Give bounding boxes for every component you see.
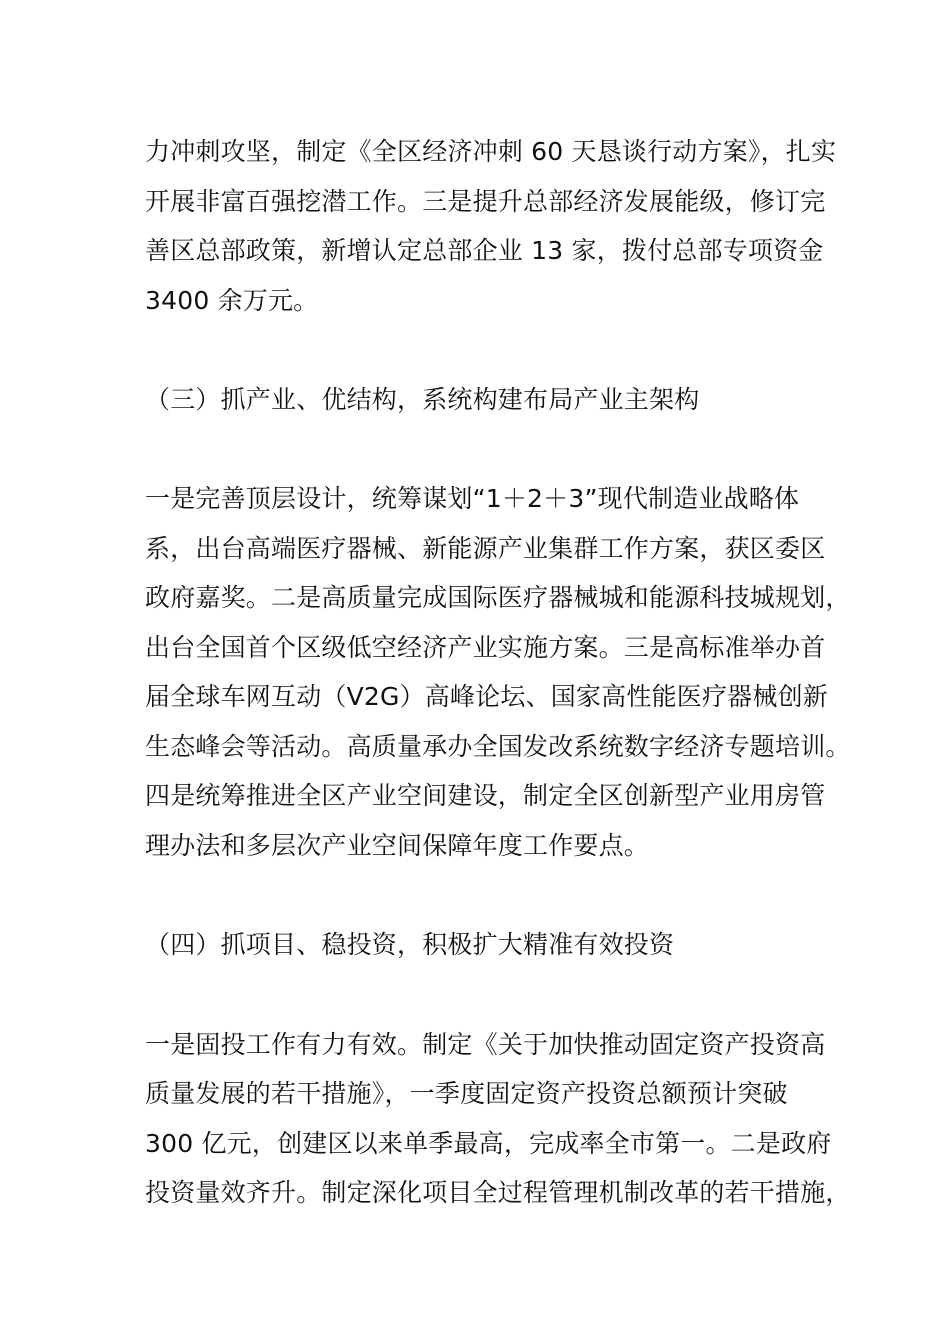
paragraph-3-line-1: 一是固投工作有力有效。制定《关于加快推动固定资产投资高 — [145, 1030, 826, 1059]
section-heading-4: （四）抓项目、稳投资，积极扩大精准有效投资 — [145, 930, 675, 959]
paragraph-2-line-5: 届全球车网互动（V2G）高峰论坛、国家高性能医疗器械创新 — [145, 682, 828, 711]
paragraph-2-line-1: 一是完善顶层设计，统筹谋划“1＋2＋3”现代制造业战略体 — [145, 484, 800, 513]
paragraph-2-line-3: 政府嘉奖。二是高质量完成国际医疗器械城和能源科技城规划， — [145, 583, 851, 612]
paragraph-1-line-1: 力冲刺攻坚，制定《全区经济冲刺 60 天恳谈行动方案》，扎实 — [145, 137, 837, 166]
paragraph-2-line-6: 生态峰会等活动。高质量承办全国发改系统数字经济专题培训。 — [145, 732, 851, 761]
paragraph-2-line-8: 理办法和多层次产业空间保障年度工作要点。 — [145, 831, 650, 860]
paragraph-2-line-4: 出台全国首个区级低空经济产业实施方案。三是高标准举办首 — [145, 633, 826, 662]
paragraph-3-line-2: 质量发展的若干措施》，一季度固定资产投资总额预计突破 — [145, 1079, 788, 1108]
paragraph-2-line-2: 系，出台高端医疗器械、新能源产业集群工作方案，获区委区 — [145, 534, 826, 563]
paragraph-1-line-3: 善区总部政策，新增认定总部企业 13 家，拨付总部专项资金 — [145, 236, 824, 265]
paragraph-1-line-4: 3400 余万元。 — [145, 286, 319, 315]
section-heading-3: （三）抓产业、优结构，系统构建布局产业主架构 — [145, 385, 700, 414]
paragraph-3-line-4: 投资量效齐升。制定深化项目全过程管理机制改革的若干措施， — [145, 1178, 851, 1207]
paragraph-2-line-7: 四是统筹推进全区产业空间建设，制定全区创新型产业用房管 — [145, 781, 826, 810]
paragraph-3-line-3: 300 亿元，创建区以来单季最高，完成率全市第一。二是政府 — [145, 1129, 832, 1158]
paragraph-1-line-2: 开展非富百强挖潜工作。三是提升总部经济发展能级，修订完 — [145, 187, 826, 216]
